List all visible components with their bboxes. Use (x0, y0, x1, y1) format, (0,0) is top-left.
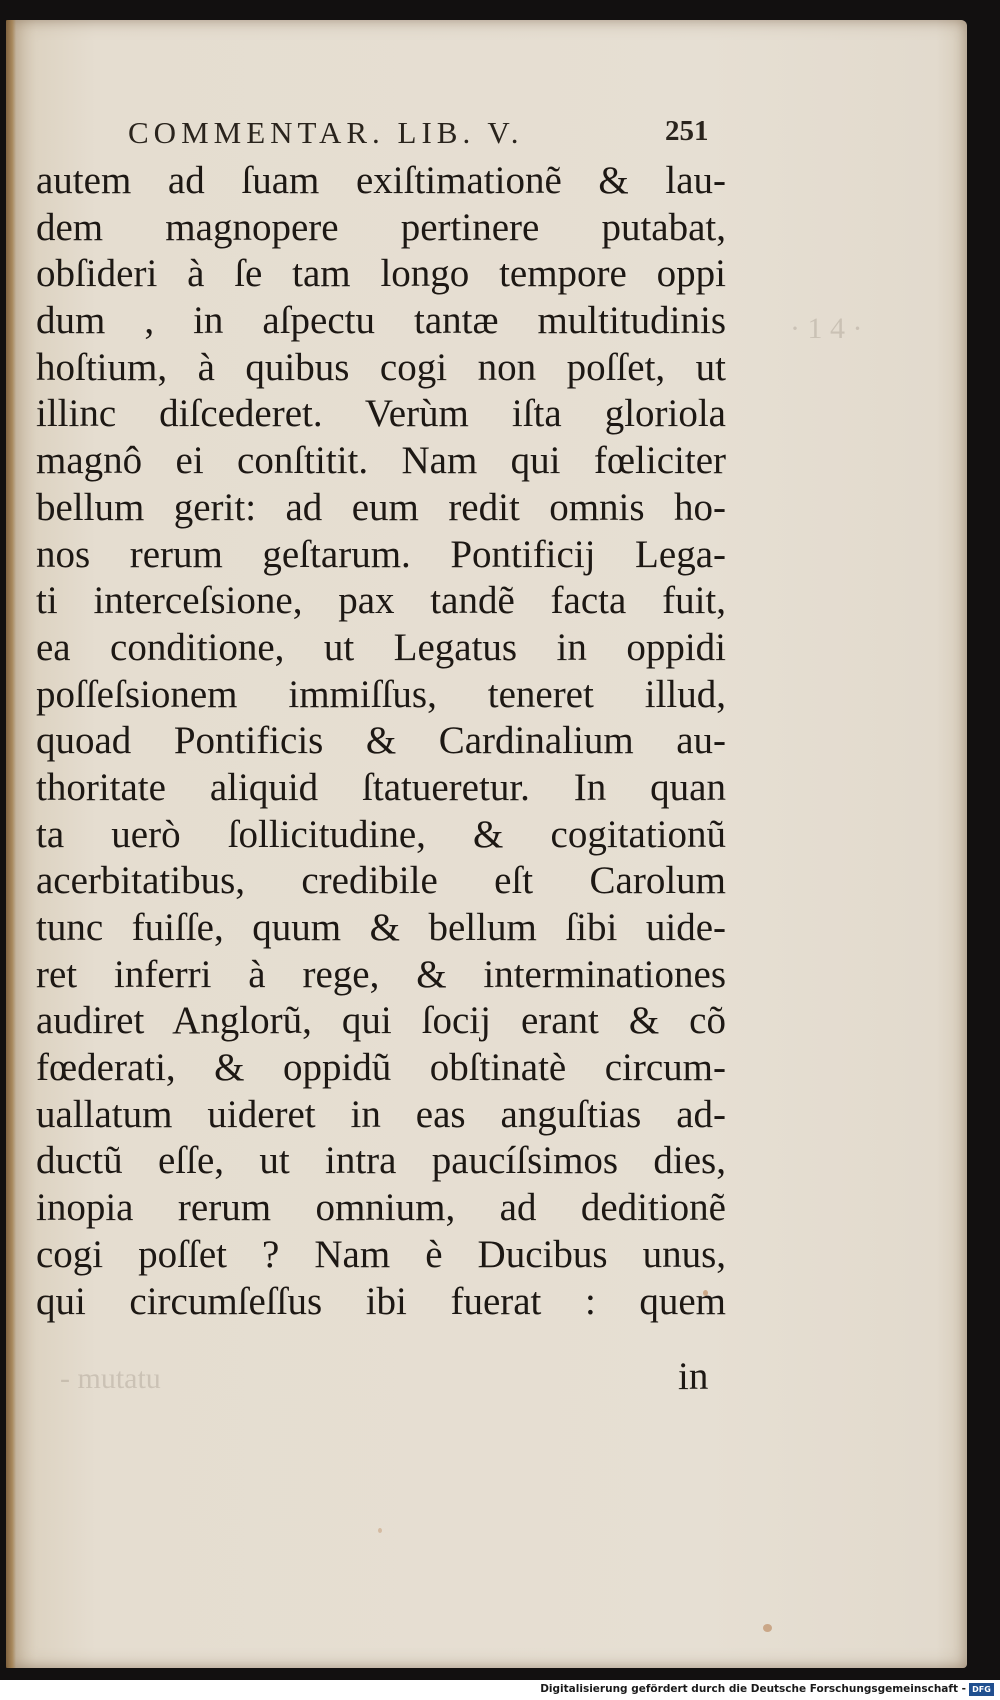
text-line: cogi poſſet ? Nam è Ducibus unus, (36, 1232, 726, 1276)
dfg-logo: DFG (969, 1683, 994, 1696)
text-line: ta uerò ſollicitudine, & cogitationũ (36, 812, 726, 856)
text-line: quoad Pontificis & Cardinalium au- (36, 719, 726, 763)
text-line: hoſtium, à quibus cogi non poſſet, ut (36, 345, 726, 389)
body-text (36, 158, 726, 1325)
running-head: COMMENTAR. LIB. V. (128, 115, 524, 150)
text-line: inopia rerum omnium, ad deditionẽ (36, 1186, 726, 1230)
paper-stain (378, 1528, 382, 1533)
text-line: ret inferri à rege, & interminationes (36, 952, 726, 996)
text-line: audiret Anglorũ, qui ſocij erant & cõ (36, 999, 726, 1043)
text-line: ea conditione, ut Legatus in oppidi (36, 625, 726, 669)
page-number: 251 (665, 115, 709, 147)
text-line: ti interceſsione, pax tandẽ facta fuit, (36, 579, 726, 623)
text-line: magnô ei conſtitit. Nam qui fœliciter (36, 439, 726, 483)
text-line: nos rerum geſtarum. Pontificij Lega- (36, 532, 726, 576)
text-line: fœderati, & oppidũ obſtinatè circum- (36, 1046, 726, 1090)
text-line: tunc fuiſſe, quum & bellum ſibi uide- (36, 906, 726, 949)
bleed-through-mark: · 1 4 · (790, 312, 863, 345)
text-line: illinc diſcederet. Verùm iſta gloriola (36, 392, 726, 436)
text-line: bellum gerit: ad eum redit omnis ho- (36, 485, 726, 529)
text-line: uallatum uideret in eas anguſtias ad- (36, 1092, 726, 1136)
bleed-through-mark: - mutatu (60, 1362, 161, 1395)
text-line: poſſeſsionem immiſſus, teneret illud, (36, 672, 726, 716)
text-line: obſideri à ſe tam longo tempore oppi (36, 252, 726, 296)
text-line: acerbitatibus, credibile eſt Carolum (36, 859, 726, 903)
paper-stain (763, 1624, 772, 1632)
text-line: ductũ eſſe, ut intra paucíſsimos dies, (36, 1139, 726, 1183)
page-binding-edge (6, 20, 16, 1668)
text-line: thoritate aliquid ſtatueretur. In quan (36, 765, 726, 809)
text-line: autem ad ſuam exiſtimationẽ & lau- (36, 159, 726, 202)
catchword: in (678, 1355, 709, 1398)
text-line: qui circumſeſſus ibi fuerat : quem (36, 1279, 726, 1323)
text-line: dum , in aſpectu tantæ multitudinis (36, 299, 726, 343)
digitization-credit: Digitalisierung gefördert durch die Deutsche Forschungsgemeinschaft - (540, 1683, 966, 1695)
text-line: dem magnopere pertinere putabat, (36, 205, 726, 249)
